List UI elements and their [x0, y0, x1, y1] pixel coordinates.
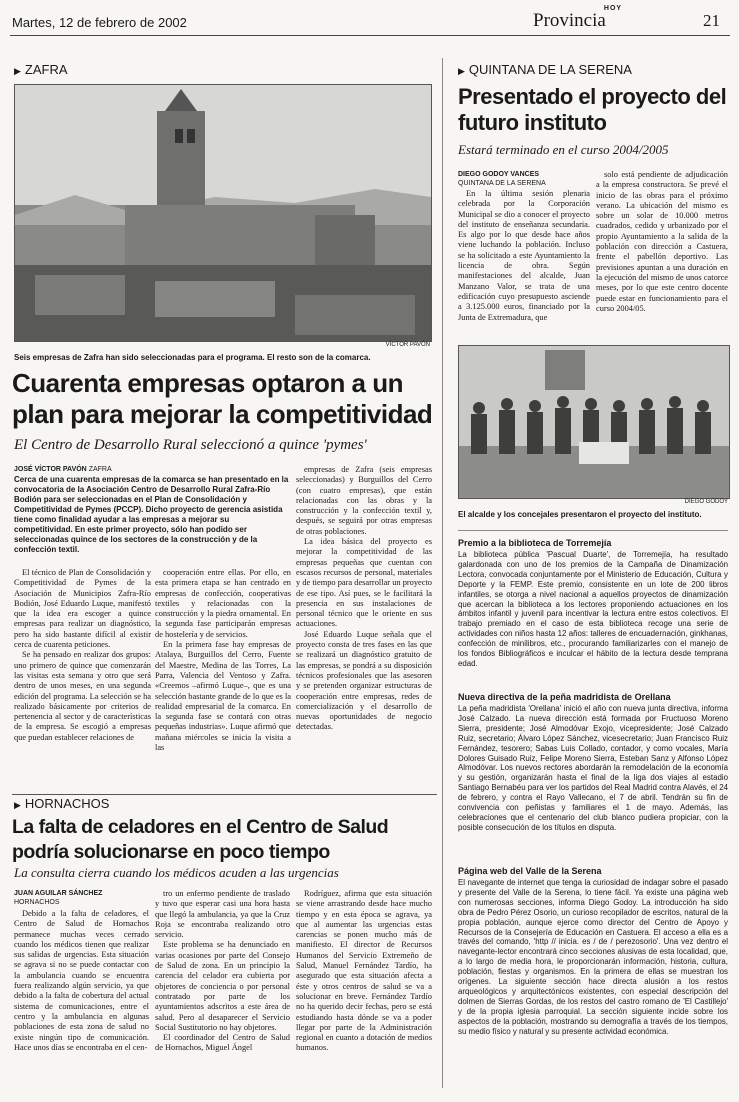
paragraph: José Eduardo Luque señala que el proyecto consta de tres fases en las que se realizará un diagnóstico gratuito de las empresas, se pondrá a su disposición técnicos profesionales que las asesoren y se pretenden organizar estructuras de cooperación entre empresas, redes de comercialización y el desarrollo de nuevas oportunidades de negocio detectadas. — [296, 629, 432, 732]
quintana-byline-place: QUINTANA DE LA SERENA — [458, 180, 546, 187]
hornachos-kicker-label: HORNACHOS — [24, 796, 110, 811]
brief-text-web: El navegante de internet que tenga la curiosidad de indagar sobre el pasado y presente del Valle de la Serena, lo tiene fácil. Ya existe una página web con numerosas secciones, informa Diego Godoy. La introducción ha sido obra de Pedro Pérez Osorio, un curioso recopilador de escritos, natural de la propia población, aunque ejerce como director del Centro de Apoyo y Recursos de la Consejería de Educación en Castuera. El acceso a ella es a través del comando, 'http // inicia. es / de / perezosorio'. Una vez dentro el navegante-lector encontrará cinco secciones alusivas de esta localidad, que, a lo largo de media hora, le proporcionarán información, historia, cultura, población, fiestas y organismos. En la primera de ellas se muestran los orígenes. La siguiente sección hace directa alusión a los restos arqueológicos y arquitectónicos existentes, con especial descripción del dolmen de Sierras Gordas, de los restos del castro romano de 'El Castillejo' y de la propia iglesia parroquial. La sección siguiente incide sobre los aspectos de la población, mostrando su demografía a través de los tiempos, su medio físico y natural y su presente actividad económica. — [458, 878, 728, 1036]
zafra-headline: Cuarenta empresas optaron a un plan para mejorar la competitividad — [12, 368, 433, 429]
section-title: Provincia — [533, 10, 606, 31]
zafra-column-3 — [296, 465, 432, 787]
zafra-photo-credit: VÍCTOR PAVÓN — [385, 342, 430, 348]
hornachos-headline: La falta de celadores en el Centro de Salud podría solucionarse en poco tiempo — [12, 816, 389, 863]
paragraph: En la primera fase hay empresas de Atalaya, Burguillos del Cerro, Fuente del Maestre, Medina de las Torres, La Parra, Valencia del Ventoso y Zafra. «Creemos –afirmó Luque–, que es una selección bastante grande de lo que es la realidad empresarial de la comarca. En la segunda fase se contará con otras pequeñas industrias». Luque afirmó que mañana miércoles se inicia la visita a las — [155, 640, 291, 753]
paragraph: El técnico de Plan de Consolidación y Competitividad de Pymes de la Asociación de Municipios Zafra-Río Bodión, José Eduardo Luque, manifestó que la idea era escoger a quince empresas para realizar un diagnóstico, pero ha sido bastante difícil al existir cerca de cuarenta peticiones. — [14, 568, 151, 650]
issue-date: Martes, 12 de febrero de 2002 — [12, 15, 187, 30]
zafra-lead: Cerca de una cuarenta empresas de la comarca se han presentado en la convocatoria de la Asociación Centro de Desarrollo Rural Zafra-Río Bodión para ser seleccionadas en el Plan de Consolidación y Competitividad de Pymes (PCCP). Dicho proyecto de gerencia asistida tiene como finalidad ayudar a las empresas a mejorar su competitividad. En este primer proyecto, sólo han podido ser seleccionadas quince de los sectores de la construcción y de la confección textil. — [14, 475, 289, 554]
paragraph: En la última sesión plenaria celebrada por la Corporación Municipal se dio a conocer el proyecto del instituto de enseñanza secundaria. Es algo por lo que desde hace años viene luchando la población. Incluso se ha solicitado a este Ayuntamiento la licencia de obra. Según manifestaciones del alcalde, Juan Manzano Valor, se trata de una edificación cuyo presupuesto asciende a 3.125.000 euros, financiado por la Junta de Extremadura, que — [458, 189, 590, 322]
hornachos-byline: JUAN AGUILAR SÁNCHEZ — [14, 890, 103, 897]
zafra-byline-place: ZAFRA — [88, 466, 112, 473]
section-divider — [458, 530, 728, 531]
header-rule — [10, 35, 730, 36]
paragraph: El coordinador del Centro de Salud de Hornachos, Miguel Ángel — [155, 1033, 290, 1053]
paragraph: Se ha pensado en realizar dos grupos: uno primero de quince que comenzarán las visitas esta semana y otro que será dentro de unos meses, en una segunda edición del programa. La selección se ha realizado básicamente por criterios de pertenencia al sector y de características de la empresa. Se escogió a empresas que puedan establecer relaciones de — [14, 650, 151, 742]
quintana-kicker-label: QUINTANA DE LA SERENA — [468, 62, 632, 77]
brief-text-library: La biblioteca pública 'Pascual Duarte', de Torremejía, ha resultado galardonada con uno de los premios de la Campaña de Dinamización Lectora, convocada conjuntamente por el Ministerio de Educación, Cultura y Deporte y la FEMP. Este premio, consistente en un lote de 200 libros infantiles, se otorga a nivel nacional a aquellos proyectos de dinamización que acercan la biblioteca a los lectores proponiendo actuaciones en los ámbitos infantil y juvenil para incentivar la lectura entre estos colectivos. El trabajo premiado en el caso de esta biblioteca recoge una serie de actividades con niños hasta 12 años: talleres de encuadernación, ginkhanas, confección de minilibros, etc., procurando familiarizarles con el manejo de los fondos Bibliográficos e inculcar el hábito de la lectura desde temprana edad. — [458, 550, 728, 668]
page-number: 21 — [703, 11, 720, 30]
quintana-headline: Presentado el proyecto del futuro instituto — [458, 84, 727, 135]
quintana-byline: DIEGO GODOY VANCES — [458, 171, 540, 178]
paragraph: cooperación entre ellas. Por ello, en esta primera etapa se han centrado en empresas de confección, cooperativas textiles y relacionadas con la construcción y la piedra ornamental. En la segunda fase participarán empresas de hostelería y de servicios. — [155, 568, 291, 639]
paragraph: Este problema se ha denunciado en varias ocasiones por parte del Consejo de Salud de zona. En un principio la carencia del celador era cubierta por objetores de conciencia o por personal contratado por parte de los ayuntamientos adscritos a este área de salud. Pero al desaparecer el Servicio Social Sustitutorio no hay objetores. — [155, 940, 290, 1032]
zafra-author: JOSÉ VÍCTOR PAVÓN — [14, 466, 87, 473]
quintana-photo-caption: El alcalde y los concejales presentaron el proyecto del instituto. — [458, 510, 702, 519]
column-divider — [442, 58, 443, 1088]
zafra-byline — [14, 466, 112, 473]
zafra-kicker — [14, 62, 68, 77]
town-church-illustration — [15, 85, 431, 341]
brand-logo: HOY — [603, 5, 623, 12]
brief-title-library: Premio a la biblioteca de Torremejía — [458, 538, 612, 548]
brief-title-pena: Nueva directiva de la peña madridista de Orellana — [458, 692, 671, 702]
quintana-kicker — [458, 62, 632, 77]
section-divider — [12, 794, 437, 795]
zafra-kicker-label: ZAFRA — [24, 62, 68, 77]
hornachos-kicker — [14, 796, 109, 811]
paragraph: Rodríguez, afirma que esta situación se viene arrastrando desde hace mucho tiempo y en esta época se agrava, ya que al aumentar las urgencias estas carencias se ponen mucho más de manifiesto. El director de Recursos Humanos del Servicio Extremeño de Salud, Manuel Fernández Tardío, ha asegurado que esta situación afecta a éste y otros centros de salud se va a solucionar en breve. Fernández Tardío no ha querido decir fechas, pero se está estudiando hasta dónde se va a poder llegar por parte de la Administración regional en cuanto a dotación de medios humanos. — [296, 889, 432, 1053]
hornachos-byline-place: HORNACHOS — [14, 899, 60, 906]
hornachos-column-1 — [14, 909, 149, 1095]
paragraph: tro un enfermo pendiente de traslado y tuvo que esperar casi una hora hasta que llegó la ambulancia, ya que la Cruz Roja se encontraba realizando otro servicio. — [155, 889, 290, 940]
triangle-icon: ▶ — [14, 66, 21, 76]
quintana-photo — [458, 345, 730, 499]
zafra-photo-caption: Seis empresas de Zafra han sido seleccionadas para el programa. El resto son de la comarca. — [14, 353, 371, 362]
quintana-photo-credit: DIEGO GODOY — [684, 499, 728, 505]
quintana-column-1 — [458, 189, 590, 339]
paragraph: La idea básica del proyecto es mejorar la competitividad de las empresas pequeñas que cuentan con escasos recursos de personal, materiales y de tiempo para desarrollar un proyecto de ese tipo. Así pues, se le facilitará la presencia en sus instalaciones de personal técnico que le oriente en sus actuaciones. — [296, 537, 432, 629]
brief-title-web: Página web del Valle de la Serena — [458, 866, 602, 876]
zafra-column-1 — [14, 568, 151, 788]
section-masthead — [533, 5, 623, 30]
hornachos-column-2 — [155, 889, 290, 1095]
zafra-subtitle: El Centro de Desarrollo Rural seleccionó a quince 'pymes' — [14, 437, 367, 453]
triangle-icon: ▶ — [458, 66, 465, 76]
hornachos-subtitle: La consulta cierra cuando los médicos acuden a las urgencias — [14, 865, 339, 880]
zafra-photo — [14, 84, 432, 342]
quintana-subtitle: Estará terminado en el curso 2004/2005 — [458, 142, 669, 157]
quintana-column-2 — [596, 170, 728, 339]
zafra-column-2 — [155, 568, 291, 788]
triangle-icon: ▶ — [14, 800, 21, 810]
brief-text-pena: La peña madridista 'Orellana' inició el año con nueva junta directiva, informa José Calzado. La nueva dirección está formada por Fructuoso Moreno Sierra, presidente; José Almodóvar Exojo, vicepresidente; José Calzado Ruiz, secretario; Álvaro López Sánchez, vicesecretario; Juan Francisco Ruiz Fernández, tesorero; Sabas Luis Collado, contador, y como vocales, María Dolores Guisado Ruiz, Felipe Moreno Sierra, Esteban Sanz y Alfonso López Almodóvar. Los nuevos rectores abordarán la remodelación de la economía y su gestión, organizarán hasta el final de la liga dos viajes al estadio Santiago Bernabéu para ver los partidos del Real Madrid contra Alavés, el 24 de febrero, y contra el Rayo Vallecano, el 7 de abril. Tendrán su fin de convivencia con peñistas y familiares el 1 de mayo. Además, las celebraciones que el centenario del club blanco pudiera propiciar, con la posible consecución de los títulos en disputa. — [458, 704, 728, 832]
paragraph: empresas de Zafra (seis empresas seleccionadas) y Burguillos del Cerro (con cuatro empresas), que están relacionadas con las obras y la construcción y la confección textil y, después, se seguirá por otras empresas de otras poblaciones. — [296, 465, 432, 536]
paragraph: Debido a la falta de celadores, el Centro de Salud de Hornachos permanece muchas veces cerrado cuando los médicos tienen que realizar sus salidas de urgencias. Esta situación se agrava si no se puede contactar con la ambulancia cuando se encuentra fuera realizando algún servicio, ya que debido a la falta de cobertura del actual sistema de comunicaciones, entre el centro y la ambulancia en algunas poblaciones de esta zona de salud no existe ningún tipo de comunicación. Hace unos días se encontraba en el cen- — [14, 909, 149, 1052]
paragraph: solo está pendiente de adjudicación a la empresa constructora. Se prevé el inicio de las obras para el próximo verano. La ubicación del mismo es sobre un solar de 10.000 metros cuadrados, cedido y urbanizado por el propio Ayuntamiento a la salida de la población con dirección a Castuera, frente el pabellón deportivo. Las previsiones apuntan a una duración en la ejecución del mismo de unos catorce meses, por lo que este centro docente puede estar en funcionamiento para el curso 2004/05. — [596, 170, 728, 313]
council-group-illustration — [459, 346, 729, 498]
hornachos-column-3 — [296, 889, 432, 1095]
